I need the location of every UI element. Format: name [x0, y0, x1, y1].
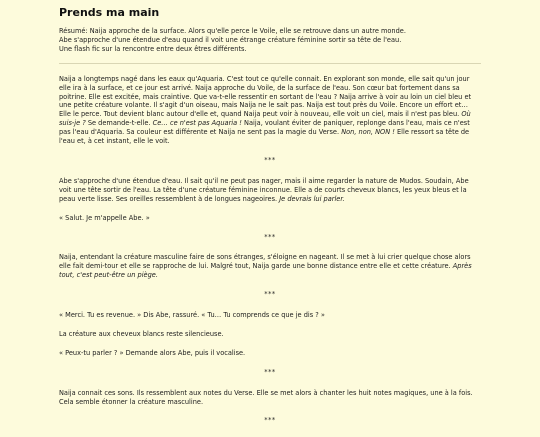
scene-separator: ***	[264, 155, 276, 164]
summary-line: Abe s'approche d'une étendue d'eau quand il voit une étrange créature féminine sortir sa tête de l'eau.	[59, 35, 402, 44]
story-paragraph	[59, 75, 481, 146]
text: Naija, voulant éviter de paniquer, replonge dans l'eau, mais ce n'est pas l'eau d'Aquaria. Sa couleur est différente et Naija ne sent pas la magie du Verse.	[59, 119, 470, 137]
thought: Où suis-je ?	[59, 110, 471, 128]
dialogue-line: « Peux-tu parler ? » Demande alors Abe, puis il vocalise.	[59, 348, 246, 357]
thought: Non, non, NON !	[341, 128, 395, 137]
summary	[59, 27, 481, 54]
dialogue-line: « Salut. Je m'appelle Abe. »	[59, 213, 150, 222]
story-paragraph: Naija connait ces sons. Ils ressemblent aux notes du Verse. Elle se met alors à chanter les huit notes magiques, une à la fois. Cela semble étonner la créature masculine.	[59, 388, 473, 406]
summary-line: Résumé: Naija approche de la surface. Alors qu'elle perce le Voile, elle se retrouve dans un autre monde.	[59, 27, 406, 35]
summary-line: Une flash fic sur la rencontre entre deux êtres différents.	[59, 44, 247, 53]
story-paragraph	[59, 253, 481, 280]
thought: Ce… ce n'est pas Aquaria !	[152, 119, 242, 128]
scene-separator: ***	[264, 232, 276, 241]
thought: Je devrais lui parler.	[279, 194, 345, 203]
story-content	[59, 6, 481, 437]
scene-separator: ***	[264, 290, 276, 299]
text: Abe s'approche d'une étendue d'eau. Il sait qu'il ne peut pas nager, mais il aime regarder la nature de Mudos. Soudain, Abe voit une tête sortir de l'eau. La tête d'une créature féminine inconnue. Elle a de courts cheveux blancs, les yeux bleus et la peau verte lisse. Ses oreilles ressemblent à de longues nageoires.	[59, 176, 469, 203]
divider	[59, 63, 481, 64]
text: Se demande-t-elle.	[85, 119, 153, 128]
text: Naija, entendant la créature masculine faire de sons étranges, s'éloigne en nageant. Il se met à lui crier quelque chose alors elle fait demi-tour et elle se rapproche de lui. Malgré tout, Naija garde une bonne distance entre elle et cette créature.	[59, 253, 471, 271]
scene-separator: ***	[264, 367, 276, 376]
dialogue-line: « Merci. Tu es revenue. » Dis Abe, rassuré. « Tu… Tu comprends ce que je dis ? »	[59, 311, 325, 320]
story-paragraph: La créature aux cheveux blancs reste silencieuse.	[59, 329, 224, 338]
text: Elle ressort sa tête de l'eau et, à cet instant, elle le voit.	[59, 128, 470, 146]
text: Naija a longtemps nagé dans les eaux qu'Aquaria. C'est tout ce qu'elle connait. En explorant son monde, elle sait qu'un jour elle ira à la surface, et ce jour est arrivé. Naija approche du Voile, de la surface de l'eau. Son cœur bat fortement dans sa poitrine. Elle est excitée, mais craintive. Que va-t-elle ressentir en sortant de l'eau ? Naija arrive à voir au loin un ciel bleu et une petite créature volante. Il s'agit d'un oiseau, mais Naija ne le sait pas. Naija est tout près du Voile. Encore un effort et… Elle le perce. Tout devient blanc autour d'elle et, quand Naija peut voir à nouveau, elle voit un ciel, mais il n'est pas bleu.	[59, 74, 472, 119]
scene-separator: ***	[264, 416, 276, 425]
story-title: Prends ma main	[59, 6, 160, 19]
thought: Après tout, c'est peut-être un piège.	[59, 262, 472, 280]
story-paragraph	[59, 177, 481, 204]
